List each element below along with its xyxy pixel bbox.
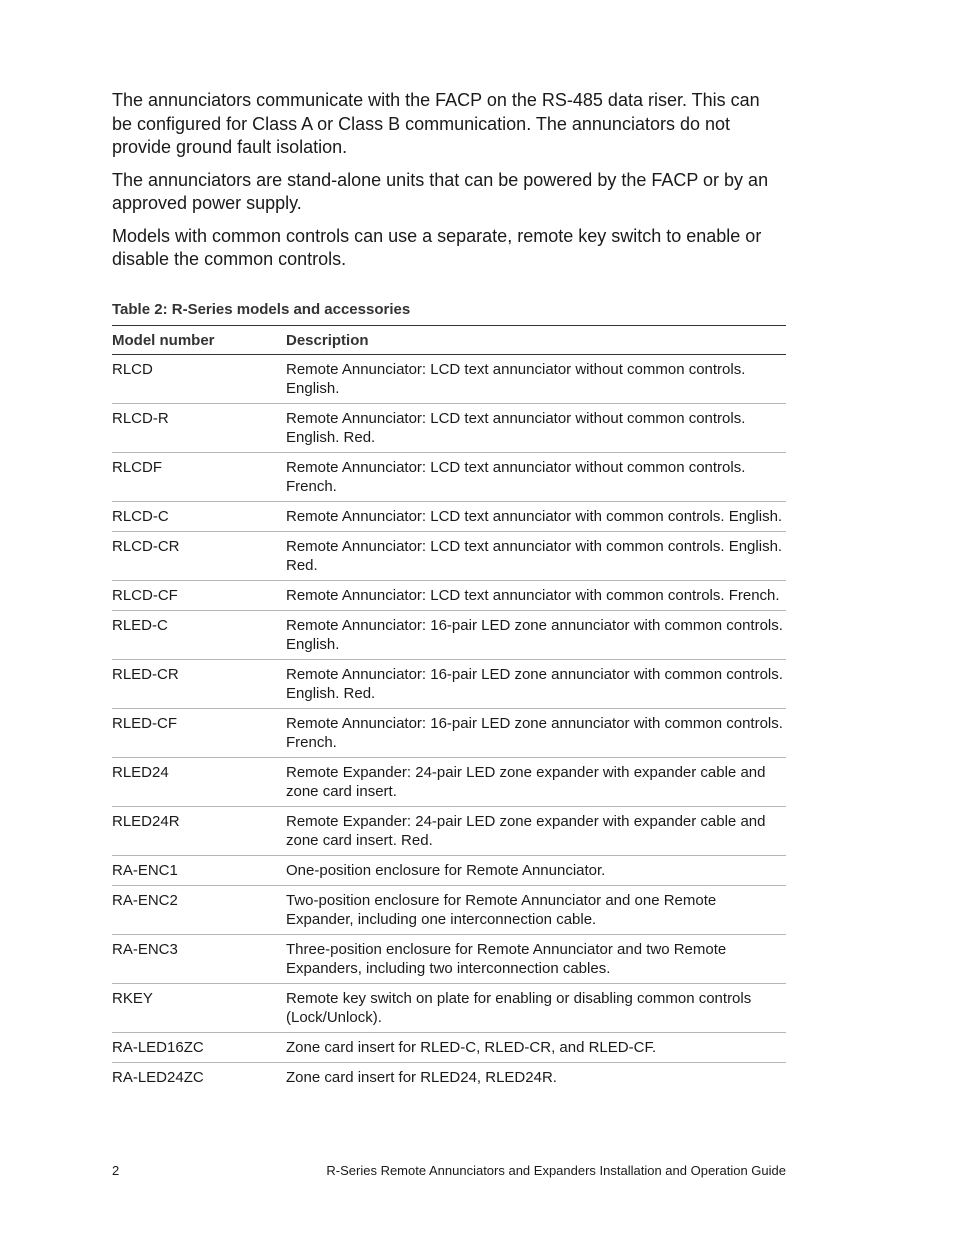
- model-number-cell: RLCD-C: [112, 501, 286, 531]
- model-number-cell: RA-LED24ZC: [112, 1068, 204, 1086]
- column-header-model-number: Model number: [112, 325, 286, 354]
- description-cell: Remote Annunciator: LCD text annunciator without common controls. English. Red.: [286, 403, 786, 452]
- table-row: [112, 855, 786, 885]
- description-cell: Three-position enclosure for Remote Annunciator and two Remote Expanders, including two interconnection cables.: [286, 934, 786, 983]
- model-number-cell: RLCD-CR: [112, 531, 286, 580]
- model-number-cell: RA-ENC3: [112, 934, 286, 983]
- model-number-cell: RLED-CR: [112, 659, 286, 708]
- description-cell: Zone card insert for RLED-C, RLED-CR, and RLED-CF.: [286, 1032, 786, 1062]
- model-number-cell: RLED24R: [112, 806, 286, 855]
- intro-paragraph-3: Models with common controls can use a separate, remote key switch to enable or disable the common controls.: [112, 225, 762, 269]
- table-row: [112, 708, 786, 757]
- page-number: 2: [112, 1163, 120, 1178]
- model-number-cell: RLED24: [112, 757, 286, 806]
- description-cell: Remote Annunciator: 16-pair LED zone annunciator with common controls. French.: [286, 708, 786, 757]
- table-row: [112, 354, 786, 403]
- guide-title: R-Series Remote Annunciators and Expanders Installation and Operation Guide: [326, 1163, 786, 1178]
- table-row: [112, 757, 786, 806]
- description-cell: Zone card insert for RLED24, RLED24R.: [286, 1068, 557, 1086]
- description-cell: Remote key switch on plate for enabling or disabling common controls (Lock/Unlock).: [286, 983, 786, 1032]
- description-cell: Remote Annunciator: LCD text annunciator without common controls. English.: [286, 354, 786, 403]
- model-number-cell: RA-ENC2: [112, 885, 286, 934]
- model-number-cell: RLCD-CF: [112, 580, 286, 610]
- model-number-cell: RKEY: [112, 983, 286, 1032]
- table-row: [112, 452, 786, 501]
- table-caption: Table 2: R-Series models and accessories: [112, 300, 411, 318]
- description-cell: Remote Annunciator: LCD text annunciator with common controls. French.: [286, 580, 786, 610]
- description-cell: Remote Annunciator: 16-pair LED zone annunciator with common controls. English. Red.: [286, 659, 786, 708]
- table-row: [112, 934, 786, 983]
- table-row: [112, 501, 786, 531]
- intro-paragraph-1: The annunciators communicate with the FACP on the RS-485 data riser. This can be configured for Class A or Class B communication. The annunciators do not provide ground fault isolation.: [112, 90, 760, 157]
- description-cell: One-position enclosure for Remote Annunciator.: [286, 855, 786, 885]
- model-number-cell: RLED-C: [112, 610, 286, 659]
- model-number-cell: RA-LED16ZC: [112, 1032, 286, 1062]
- models-table: [112, 325, 786, 1092]
- table-header-row: [112, 325, 786, 354]
- model-number-cell: RA-ENC1: [112, 855, 286, 885]
- table-row: [112, 610, 786, 659]
- table-row: [112, 403, 786, 452]
- page-footer: [112, 1163, 786, 1179]
- description-cell: Remote Annunciator: LCD text annunciator with common controls. English.: [286, 501, 786, 531]
- table-row: [112, 806, 786, 855]
- column-header-description: Description: [286, 325, 786, 354]
- table-row: [112, 531, 786, 580]
- table-row: [112, 983, 786, 1032]
- page-content: [112, 89, 786, 1092]
- description-cell: Remote Annunciator: LCD text annunciator with common controls. English. Red.: [286, 531, 786, 580]
- table-row: [112, 885, 786, 934]
- table-row: [112, 659, 786, 708]
- model-number-cell: RLCD: [112, 354, 286, 403]
- table-row: [112, 1062, 786, 1092]
- description-cell: Remote Expander: 24-pair LED zone expander with expander cable and zone card insert. Red.: [286, 806, 786, 855]
- model-number-cell: RLCDF: [112, 452, 286, 501]
- description-cell: Two-position enclosure for Remote Annunciator and one Remote Expander, including one interconnection cable.: [286, 885, 786, 934]
- table-row: [112, 580, 786, 610]
- description-cell: Remote Annunciator: 16-pair LED zone annunciator with common controls. English.: [286, 610, 786, 659]
- model-number-cell: RLCD-R: [112, 403, 286, 452]
- table-row: [112, 1032, 786, 1062]
- intro-paragraph-2: The annunciators are stand-alone units that can be powered by the FACP or by an approved power supply.: [112, 169, 769, 213]
- model-number-cell: RLED-CF: [112, 708, 286, 757]
- description-cell: Remote Annunciator: LCD text annunciator without common controls. French.: [286, 452, 786, 501]
- description-cell: Remote Expander: 24-pair LED zone expander with expander cable and zone card insert.: [286, 757, 786, 806]
